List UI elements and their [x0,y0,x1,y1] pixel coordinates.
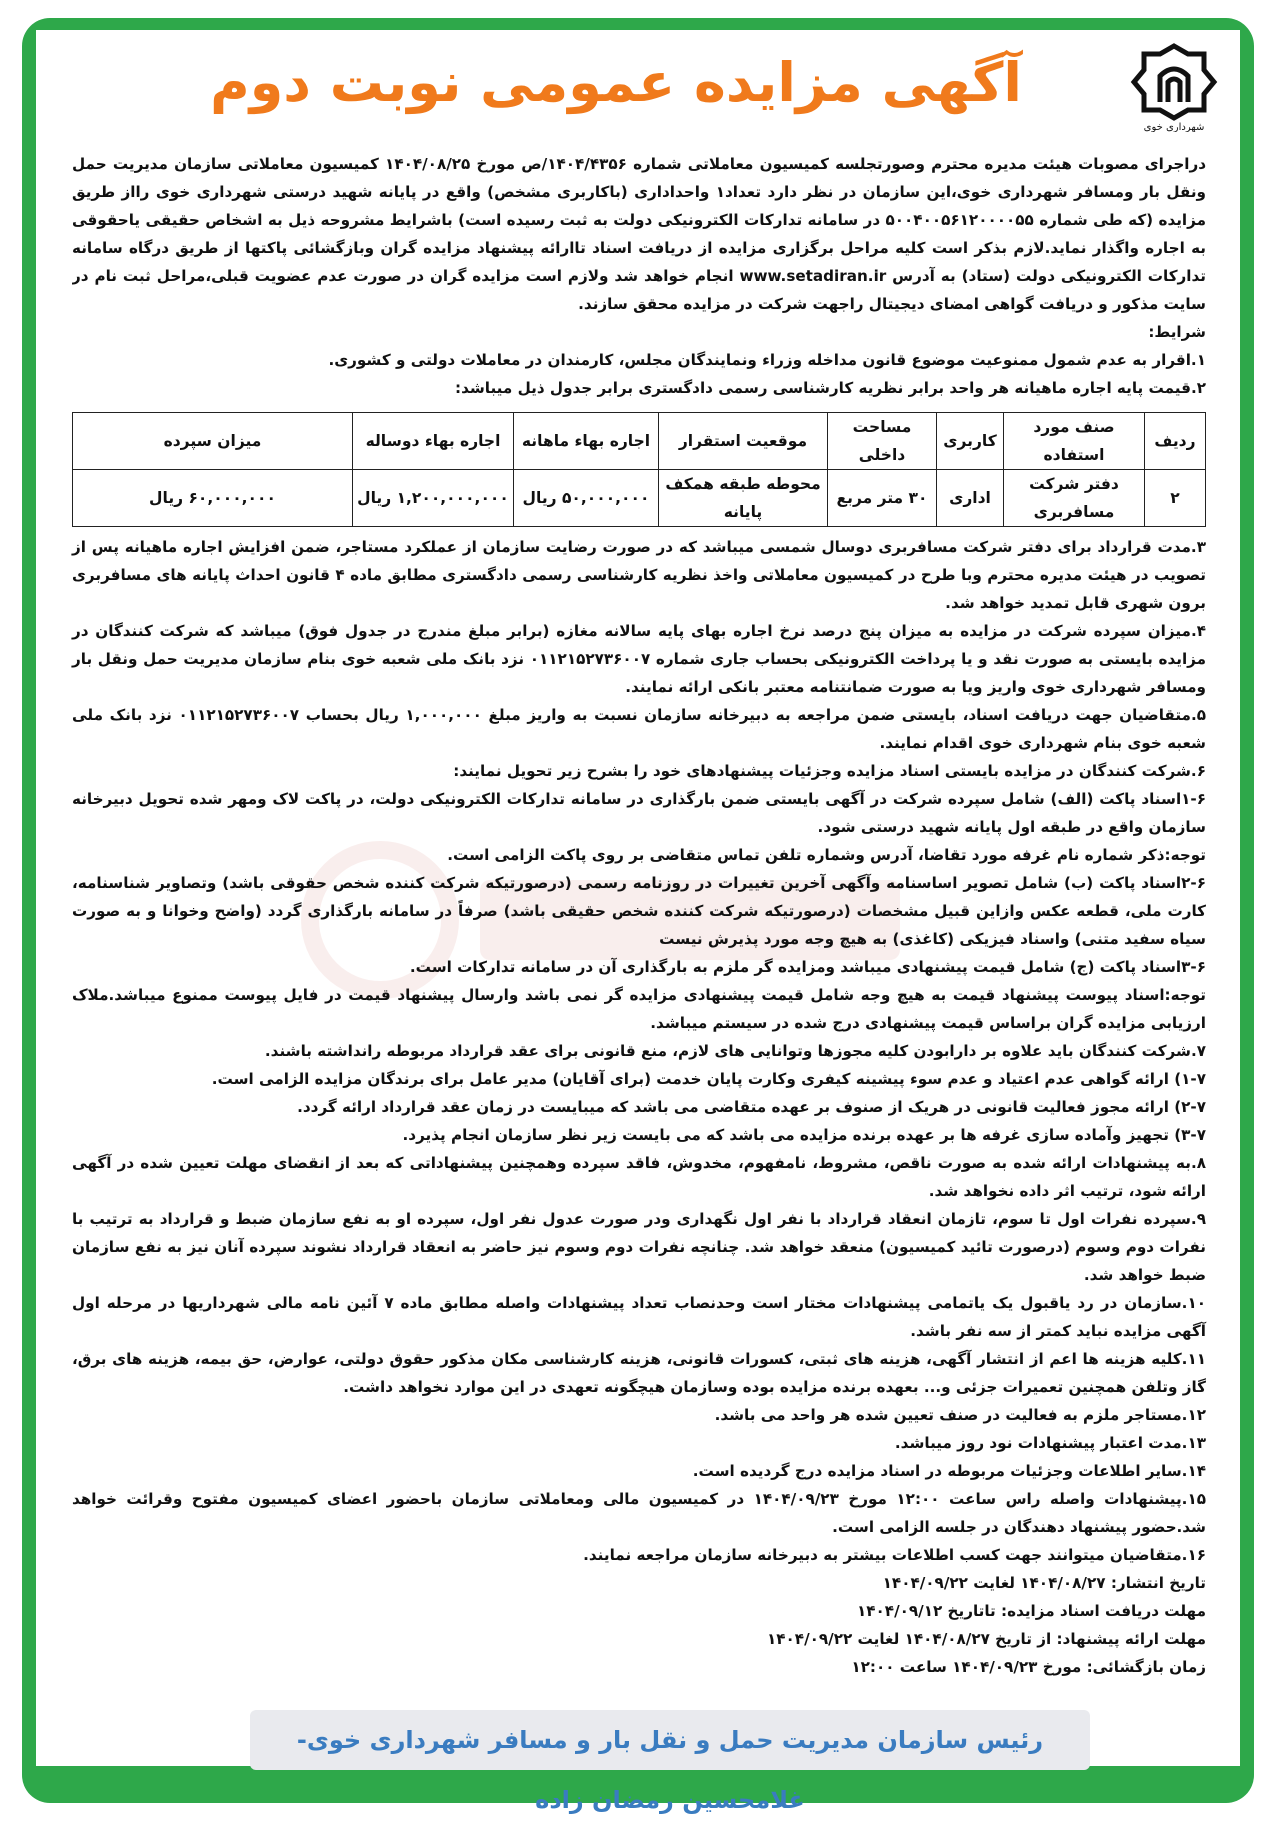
table-cell: ۶۰,۰۰۰,۰۰۰ ریال [73,470,353,527]
intro-paragraph: دراجرای مصوبات هیئت مدیره محترم وصورتجلسه کمیسیون معاملاتی شماره ۱۴۰۴/۴۳۵۶/ص مورخ ۱۴۰۴/۰۸/۲۵ کمیسیون معاملاتی سازمان مدیریت حمل ونقل بار ومسافر شهرداری خوی،این سازمان در نظر دارد تعداد۱ واحداداری (باکاربری مشخص) واقع در پایانه شهید درستی شهرداری خوی رااز طریق مزایده (که طی شماره ۵۰۰۴۰۰۵۶۱۲۰۰۰۰۵۵ در سامانه تدارکات الکترونیکی دولت به ثبت رسیده است) باشرایط مشروحه ذیل به اشخاص حقیقی یاحقوقی به اجاره واگذار نماید.لازم بذکر است کلیه مراحل برگزاری مزایده از دریافت اسناد تاارائه پیشنهاد مزایده گران وبازگشائی پاکتها از طریق درگاه سامانه تدارکات الکترونیکی دولت (ستاد) به آدرس www.setadiran.ir انجام خواهد شد ولازم است مزایده گران در صورت عدم عضویت قبلی،مراحل ثبت نام در سایت مذکور و دریافت گواهی امضای دیجیتال راجهت شرکت در مزایده محقق سازند. [72,155,1206,313]
svg-text:شهرداری خوی: شهرداری خوی [1143,122,1205,132]
table-cell: محوطه طبقه همکف پایانه [659,470,828,527]
signature-banner: رئیس سازمان مدیریت حمل و نقل بار و مسافر شهرداری خوی- غلامحسین رمضان زاده [250,1710,1090,1770]
table-header-cell: صنف مورد استفاده [1004,413,1145,470]
date-line: زمان بازگشائی: مورخ ۱۴۰۴/۰۹/۲۳ ساعت ۱۲:۰۰ [851,1658,1206,1676]
condition-item: ۹.سپرده نفرات اول تا سوم، تازمان انعقاد قرارداد با نفر اول نگهداری ودر صورت عدول نفر اول، سپرده او به نفع سازمان ضبط و قرارداد به ترتیب با نفرات دوم وسوم (درصورت تائید کمیسیون) منعقد خواهد شد. چنانچه نفرات دوم وسوم نیز حاضر به انعقاد قرارداد نشوند سپرده آنان نیز به نفع سازمان ضبط خواهد شد. [72,1210,1206,1284]
table-row [73,470,1206,527]
condition-item: توجه:ذکر شماره نام غرفه مورد تقاضا، آدرس وشماره تلفن تماس متقاضی بر روی پاکت الزامی است. [447,846,1206,864]
condition-item: ۲-۶اسناد پاکت (ب) شامل تصویر اساسنامه وآگهی آخرین تغییرات در روزنامه رسمی (درصورتیکه شرکت کننده شخص حقوقی باشد) وتصاویر شناسنامه، کارت ملی، قطعه عکس وازاین قبیل مشخصات (درصورتیکه شرکت کننده شخص حقیقی باشد) صرفاً در سامانه بارگذاری گردد (واضح وخوانا و به صورت سیاه سفید متنی) واسناد فیزیکی (کاغذی) به هیچ وجه مورد پذیرش نیست [72,874,1206,948]
municipality-logo [1124,40,1224,132]
table-header-cell: کاربری [937,413,1004,470]
condition-item: ۳-۶اسناد پاکت (ج) شامل قیمت پیشنهادی میباشد ومزایده گر ملزم به بارگذاری آن در سامانه تدارکات است. [409,958,1206,976]
condition-item: ۸.به پیشنهادات ارائه شده به صورت ناقص، مشروط، نامفهوم، مخدوش، فاقد سپرده وهمچنین پیشنهاداتی که بعد از انقضای مهلت تعیین شده در آگهی ارائه شود، ترتیب اثر داده نخواهد شد. [72,1154,1206,1200]
condition-item: ۶.شرکت کنندگان در مزایده بایستی اسناد مزایده وجزئیات پیشنهادهای خود را بشرح زیر تحویل نمایند: [453,762,1206,780]
condition-item: ۱۴.سایر اطلاعات وجزئیات مربوطه در اسناد مزایده درج گردیده است. [692,1462,1206,1480]
condition-item: ۱۶.متقاضیان میتوانند جهت کسب اطلاعات بیشتر به دبیرخانه سازمان مراجعه نمایند. [583,1546,1206,1564]
announcement-body [72,150,1206,1681]
date-line: مهلت ارائه پیشنهاد: از تاریخ ۱۴۰۴/۰۸/۲۷ لغایت ۱۴۰۴/۰۹/۲۲ [767,1630,1206,1648]
table-header-cell: ردیف [1145,413,1206,470]
condition-item: توجه:اسناد پیوست پیشنهاد قیمت به هیچ وجه شامل قیمت پیشنهادی مزایده گر نمی باشد وارسال پیشنهاد قیمت در فایل پیوست ممنوع میباشد.ملاک ارزیابی مزایده گران براساس قیمت پیشنهادی درج شده در سیستم میباشد. [72,986,1206,1032]
table-cell: ۵۰,۰۰۰,۰۰۰ ریال [514,470,659,527]
condition-item: ۴.میزان سپرده شرکت در مزایده به میزان پنج درصد نرخ اجاره بهای پایه سالانه مغازه (برابر مبلغ مندرج در جدول فوق) میباشد که شرکت کنندگان در مزایده بایستی به صورت نقد و یا پرداخت الکترونیکی بحساب جاری شماره ۰۱۱۲۱۵۲۷۳۶۰۰۷ نزد بانک ملی شعبه خوی بنام سازمان مدیریت حمل ونقل بار ومسافر شهرداری خوی واریز ویا به صورت ضمانتنامه معتبر بانکی ارائه نمایند. [72,622,1206,696]
table-cell: اداری [937,470,1004,527]
condition-item: ۲.قیمت پایه اجاره ماهیانه هر واحد برابر نظریه کارشناسی رسمی دادگستری برابر جدول ذیل میباشد: [455,379,1206,397]
condition-item: ۱۱.کلیه هزینه ها اعم از انتشار آگهی، هزینه های ثبتی، کسورات قانونی، هزینه کارشناسی مکان مذکور حقوق دولتی، عوارض، حق بیمه، هزینه های برق، گاز وتلفن همچنین تعمیرات جزئی و... بعهده برنده مزایده بوده وسازمان هیچگونه تعهدی در این موارد نخواهد داشت. [72,1350,1206,1396]
page-title: آگهی مزایده عمومی نوبت دوم [210,51,1022,114]
condition-item: ۱-۶اسناد پاکت (الف) شامل سپرده شرکت در آگهی بایستی ضمن بارگذاری در سامانه تدارکات الکترونیکی دولت، در پاکت لاک ومهر شده تحویل دبیرخانه سازمان واقع در طبقه اول پایانه شهید درستی شود. [72,790,1206,836]
table-header-cell: اجاره بهاء ماهانه [514,413,659,470]
table-cell: ۲ [1145,470,1206,527]
condition-item: ۱.اقرار به عدم شمول ممنوعیت موضوع قانون مداخله وزراء ونمایندگان مجلس، کارمندان در معاملات دولتی و کشوری. [328,351,1206,369]
table-cell: دفتر شرکت مسافربری [1004,470,1145,527]
table-header-cell: اجاره بهاء دوساله [353,413,514,470]
table-cell: ۱,۲۰۰,۰۰۰,۰۰۰ ریال [353,470,514,527]
date-line: مهلت دریافت اسناد مزایده: تاتاریخ ۱۴۰۴/۰۹/۱۲ [857,1602,1206,1620]
condition-item: ۱۵.پیشنهادات واصله راس ساعت ۱۲:۰۰ مورخ ۱۴۰۴/۰۹/۲۳ در کمیسیون مالی ومعاملاتی سازمان باحضور اعضای کمیسیون مفتوح وقرائت خواهد شد.حضور پیشنهاد دهندگان در جلسه الزامی است. [72,1490,1206,1536]
table-header-row [73,413,1206,470]
conditions-heading: شرایط: [1148,323,1206,341]
condition-item: ۱۲.مستاجر ملزم به فعالیت در صنف تعیین شده هر واحد می باشد. [714,1406,1206,1424]
condition-item: ۲-۷) ارائه مجوز فعالیت قانونی در هریک از صنوف بر عهده متقاضی می باشد که میبایست در زمان عقد قرارداد ارائه گردد. [297,1098,1206,1116]
condition-item: ۱-۷) ارائه گواهی عدم اعتیاد و عدم سوء پیشینه کیفری وکارت پایان خدمت (برای آقایان) مدیر عامل برای برندگان مزایده الزامی است. [211,1070,1206,1088]
date-line: تاریخ انتشار: ۱۴۰۴/۰۸/۲۷ لغایت ۱۴۰۴/۰۹/۲۲ [882,1574,1206,1592]
condition-item: ۵.متقاضیان جهت دریافت اسناد، بایستی ضمن مراجعه به دبیرخانه سازمان نسبت به واریز مبلغ ۱,۰۰۰,۰۰۰ ریال بحساب ۰۱۱۲۱۵۲۷۳۶۰۰۷ نزد بانک ملی شعبه خوی بنام شهرداری خوی اقدام نمایند. [72,706,1206,752]
table-header-cell: میزان سپرده [73,413,353,470]
condition-item: ۱۳.مدت اعتبار پیشنهادات نود روز میباشد. [894,1434,1206,1452]
condition-item: ۷.شرکت کنندگان باید علاوه بر دارابودن کلیه مجوزها وتوانایی های لازم، منع قانونی برای عقد قرارداد مربوطه رانداشته باشند. [264,1042,1206,1060]
lease-table [72,412,1206,527]
table-header-cell: مساحت داخلی [828,413,937,470]
table-header-cell: موقعیت استقرار [659,413,828,470]
condition-item: ۳-۷) تجهیز وآماده سازی غرفه ها بر عهده برنده مزایده می باشد که می بایست زیر نظر سازمان انجام پذیرد. [402,1126,1206,1144]
condition-item: ۳.مدت قرارداد برای دفتر شرکت مسافربری دوسال شمسی میباشد که در صورت رضایت سازمان از عملکرد مستاجر، ضمن افزایش اجاره ماهیانه پس از تصویب در هیئت مدیره محترم وبا طرح در کمیسیون معاملاتی واخذ نظریه کارشناسی رسمی دادگستری مطابق ماده ۴ قانون احداث پایانه های مسافربری برون شهری قابل تمدید خواهد شد. [72,538,1206,612]
condition-item: ۱۰.سازمان در رد یاقبول یک یاتمامی پیشنهادات مختار است وحدنصاب تعداد پیشنهادات واصله مطابق ماده ۷ آئین نامه مالی شهرداریها در مرحله اول آگهی مزایده نباید کمتر از سه نفر باشد. [72,1294,1206,1340]
table-cell: ۳۰ متر مربع [828,470,937,527]
